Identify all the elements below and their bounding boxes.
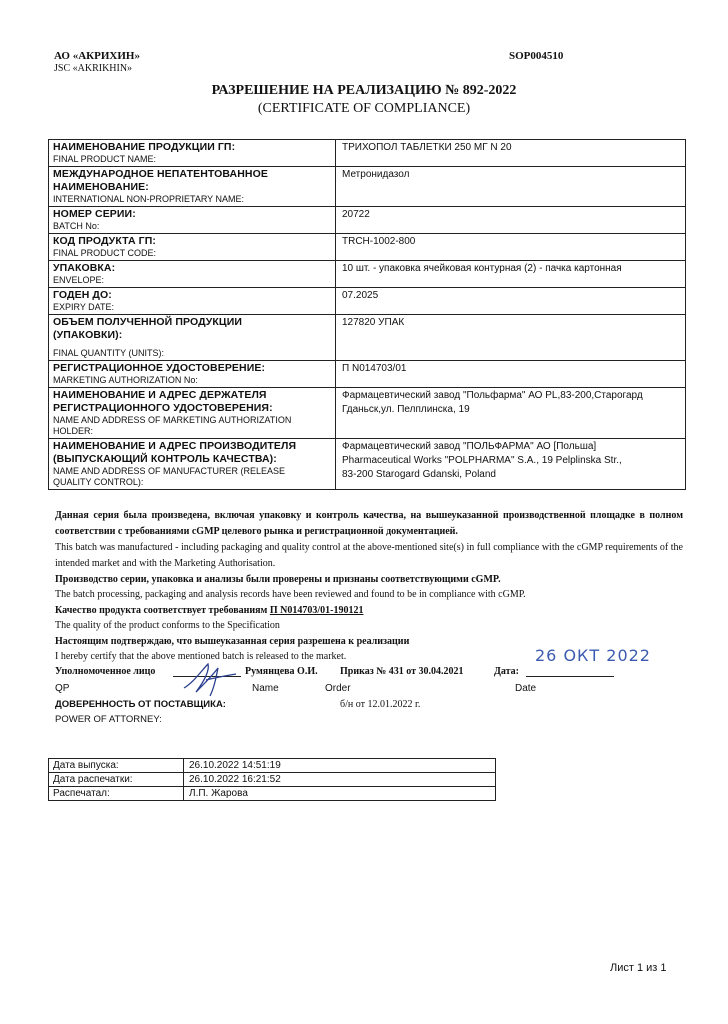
poa-label-ru: ДОВЕРЕННОСТЬ ОТ ПОСТАВЩИКА: <box>55 699 226 710</box>
field-value <box>336 207 685 233</box>
date-label: Дата: <box>494 666 519 677</box>
field-value-line: 07.2025 <box>342 290 379 301</box>
statement-1-en: This batch was manufactured - including packaging and quality control at the above-mentioned site(s) in full compliance with the cGMP requirements of the intended market and with the Marketing Authorisation. <box>55 542 683 569</box>
order-ref: Приказ № 431 от 30.04.2021 <box>340 666 464 677</box>
qp-name: Румянцева О.И. <box>245 666 318 677</box>
field-label-en: NAME AND ADDRESS OF MANUFACTURER (RELEASE <box>53 466 286 476</box>
field-label <box>49 439 336 489</box>
company-name-ru: АО «АКРИХИН» <box>54 50 140 62</box>
field-label-en: HOLDER: <box>53 426 94 436</box>
specification-ref: П N014703/01-190121 <box>269 605 364 616</box>
statement-2-en: The batch processing, packaging and analysis records have been reviewed and found to be in compliance with cGMP. <box>55 589 526 600</box>
table-row <box>49 206 685 233</box>
statement-2-ru: Производство серии, упаковка и анализы были проверены и признаны соответствующими cGMP. <box>55 574 501 585</box>
field-label-en: NAME AND ADDRESS OF MARKETING AUTHORIZATION <box>53 415 292 425</box>
field-label-ru: НАИМЕНОВАНИЕ И АДРЕС ДЕРЖАТЕЛЯ <box>53 389 267 401</box>
table-row <box>49 387 685 438</box>
field-label <box>49 315 336 360</box>
field-value-line: Фармацевтический завод "ПОЛЬФАРМА" АО [Польша] <box>342 441 597 452</box>
field-label-ru: НАИМЕНОВАНИЕ: <box>53 181 149 193</box>
field-label-en: INTERNATIONAL NON-PROPRIETARY NAME: <box>53 194 245 204</box>
field-value-line: 127820 УПАК <box>342 317 405 328</box>
field-label-en: EXPIRY DATE: <box>53 302 115 312</box>
table-row <box>49 140 685 166</box>
field-label <box>49 167 336 206</box>
print-info-row <box>49 772 495 786</box>
field-value-line: Pharmaceutical Works "POLPHARMA" S.A., 19 Pelplinska Str., <box>342 455 622 466</box>
qp-label-en: QP <box>55 683 70 694</box>
field-value-line: 83-200 Starogard Gdanski, Poland <box>342 469 496 480</box>
field-label <box>49 388 336 438</box>
statement-4-ru: Настоящим подтверждаю, что вышеуказанная серия разрешена к реализации <box>55 636 410 647</box>
table-row <box>49 233 685 260</box>
field-label-en: QUALITY CONTROL): <box>53 477 144 487</box>
qp-label-ru: Уполномоченное лицо <box>55 666 156 677</box>
print-info-row <box>49 759 495 772</box>
field-value <box>336 388 685 438</box>
field-label <box>49 261 336 287</box>
document-code: SOP004510 <box>509 50 564 62</box>
field-label-en: FINAL PRODUCT CODE: <box>53 248 157 258</box>
date-line <box>526 676 614 677</box>
field-label-ru: УПАКОВКА: <box>53 262 116 274</box>
field-value-line: ТРИХОПОЛ ТАБЛЕТКИ 250 МГ N 20 <box>342 142 512 153</box>
field-label-en: MARKETING AUTHORIZATION No: <box>53 375 198 385</box>
statement-3-ru-prefix: Качество продукта соответствует требованиям <box>55 605 270 616</box>
field-label-ru: (УПАКОВКИ): <box>53 329 123 341</box>
field-label-en: FINAL QUANTITY (UNITS): <box>53 348 165 358</box>
field-value-line: TRCH-1002-800 <box>342 236 416 247</box>
field-value <box>336 315 685 360</box>
print-info-value: 26.10.2022 16:21:52 <box>189 774 281 785</box>
field-value-line: 20722 <box>342 209 370 220</box>
table-row <box>49 314 685 360</box>
field-label <box>49 288 336 314</box>
statement-3-ru <box>55 603 683 619</box>
statement-4-en: I hereby certify that the above mentioned batch is released to the market. <box>55 651 347 662</box>
table-row <box>49 360 685 387</box>
statement-1-ru: Данная серия была произведена, включая упаковку и контроль качества, на вышеуказанной производственной площадке в полном соответствии с требованиями cGMP целевого рынка и регистрационной документацией. <box>55 510 683 537</box>
field-value <box>336 439 685 489</box>
field-label-ru: МЕЖДУНАРОДНОЕ НЕПАТЕНТОВАННОЕ <box>53 168 268 180</box>
table-row <box>49 166 685 206</box>
field-value <box>336 361 685 387</box>
field-value <box>336 167 685 206</box>
print-info-value: Л.П. Жарова <box>189 788 248 799</box>
field-label-ru: РЕГИСТРАЦИОННОЕ УДОСТОВЕРЕНИЕ: <box>53 362 266 374</box>
field-label-ru: (ВЫПУСКАЮЩИЙ КОНТРОЛЬ КАЧЕСТВА): <box>53 453 277 465</box>
field-value-line: Фармацевтический завод "Польфарма" АО PL,83-200,Старогард <box>342 390 643 401</box>
name-label-en: Name <box>252 683 279 694</box>
field-value-line: П N014703/01 <box>342 363 407 374</box>
product-info-table <box>48 139 686 490</box>
print-info-label: Дата распечатки: <box>49 773 184 786</box>
field-label-ru: ОБЪЕМ ПОЛУЧЕННОЙ ПРОДУКЦИИ <box>53 316 242 328</box>
field-label-en: BATCH No: <box>53 221 100 231</box>
field-value-line: 10 шт. - упаковка ячейковая контурная (2) - пачка картонная <box>342 263 622 274</box>
field-value <box>336 288 685 314</box>
poa-value: б/н от 12.01.2022 г. <box>340 699 421 710</box>
print-info-value: 26.10.2022 14:51:19 <box>189 760 281 771</box>
field-value <box>336 261 685 287</box>
document-title: РАЗРЕШЕНИЕ НА РЕАЛИЗАЦИЮ № 892-2022 <box>211 83 517 98</box>
print-info-label: Дата выпуска: <box>49 759 184 772</box>
handwritten-signature-icon <box>180 658 240 703</box>
poa-label-en: POWER OF ATTORNEY: <box>55 714 162 725</box>
print-info-table <box>48 758 496 801</box>
print-info-row <box>49 786 495 800</box>
date-stamp: 26 ОКТ 2022 <box>535 646 651 665</box>
field-label-ru: НОМЕР СЕРИИ: <box>53 208 136 220</box>
table-row <box>49 287 685 314</box>
field-label <box>49 361 336 387</box>
field-label <box>49 140 336 166</box>
field-value <box>336 140 685 166</box>
table-row <box>49 260 685 287</box>
field-label-ru: НАИМЕНОВАНИЕ ПРОДУКЦИИ ГП: <box>53 141 236 153</box>
field-value <box>336 234 685 260</box>
field-label-ru: ГОДЕН ДО: <box>53 289 112 301</box>
field-value-line: Гданьск,ул. Пелплинска, 19 <box>342 404 470 415</box>
field-label <box>49 234 336 260</box>
field-value-line: Метронидазол <box>342 169 410 180</box>
order-label-en: Order <box>325 683 351 694</box>
field-label-en: ENVELOPE: <box>53 275 105 285</box>
print-info-label: Распечатал: <box>49 787 184 800</box>
page-number: Лист 1 из 1 <box>610 962 667 974</box>
company-name-en: JSC «AKRIKHIN» <box>54 63 133 74</box>
field-label <box>49 207 336 233</box>
date-label-en: Date <box>515 683 537 694</box>
field-label-ru: КОД ПРОДУКТА ГП: <box>53 235 156 247</box>
field-label-ru: РЕГИСТРАЦИОННОГО УДОСТОВЕРЕНИЯ: <box>53 402 273 414</box>
field-label-ru: НАИМЕНОВАНИЕ И АДРЕС ПРОИЗВОДИТЕЛЯ <box>53 440 297 452</box>
table-row <box>49 438 685 489</box>
document-subtitle: (CERTIFICATE OF COMPLIANCE) <box>257 101 471 116</box>
field-label-en: FINAL PRODUCT NAME: <box>53 154 157 164</box>
statement-3-en: The quality of the product conforms to the Specification <box>55 620 280 631</box>
